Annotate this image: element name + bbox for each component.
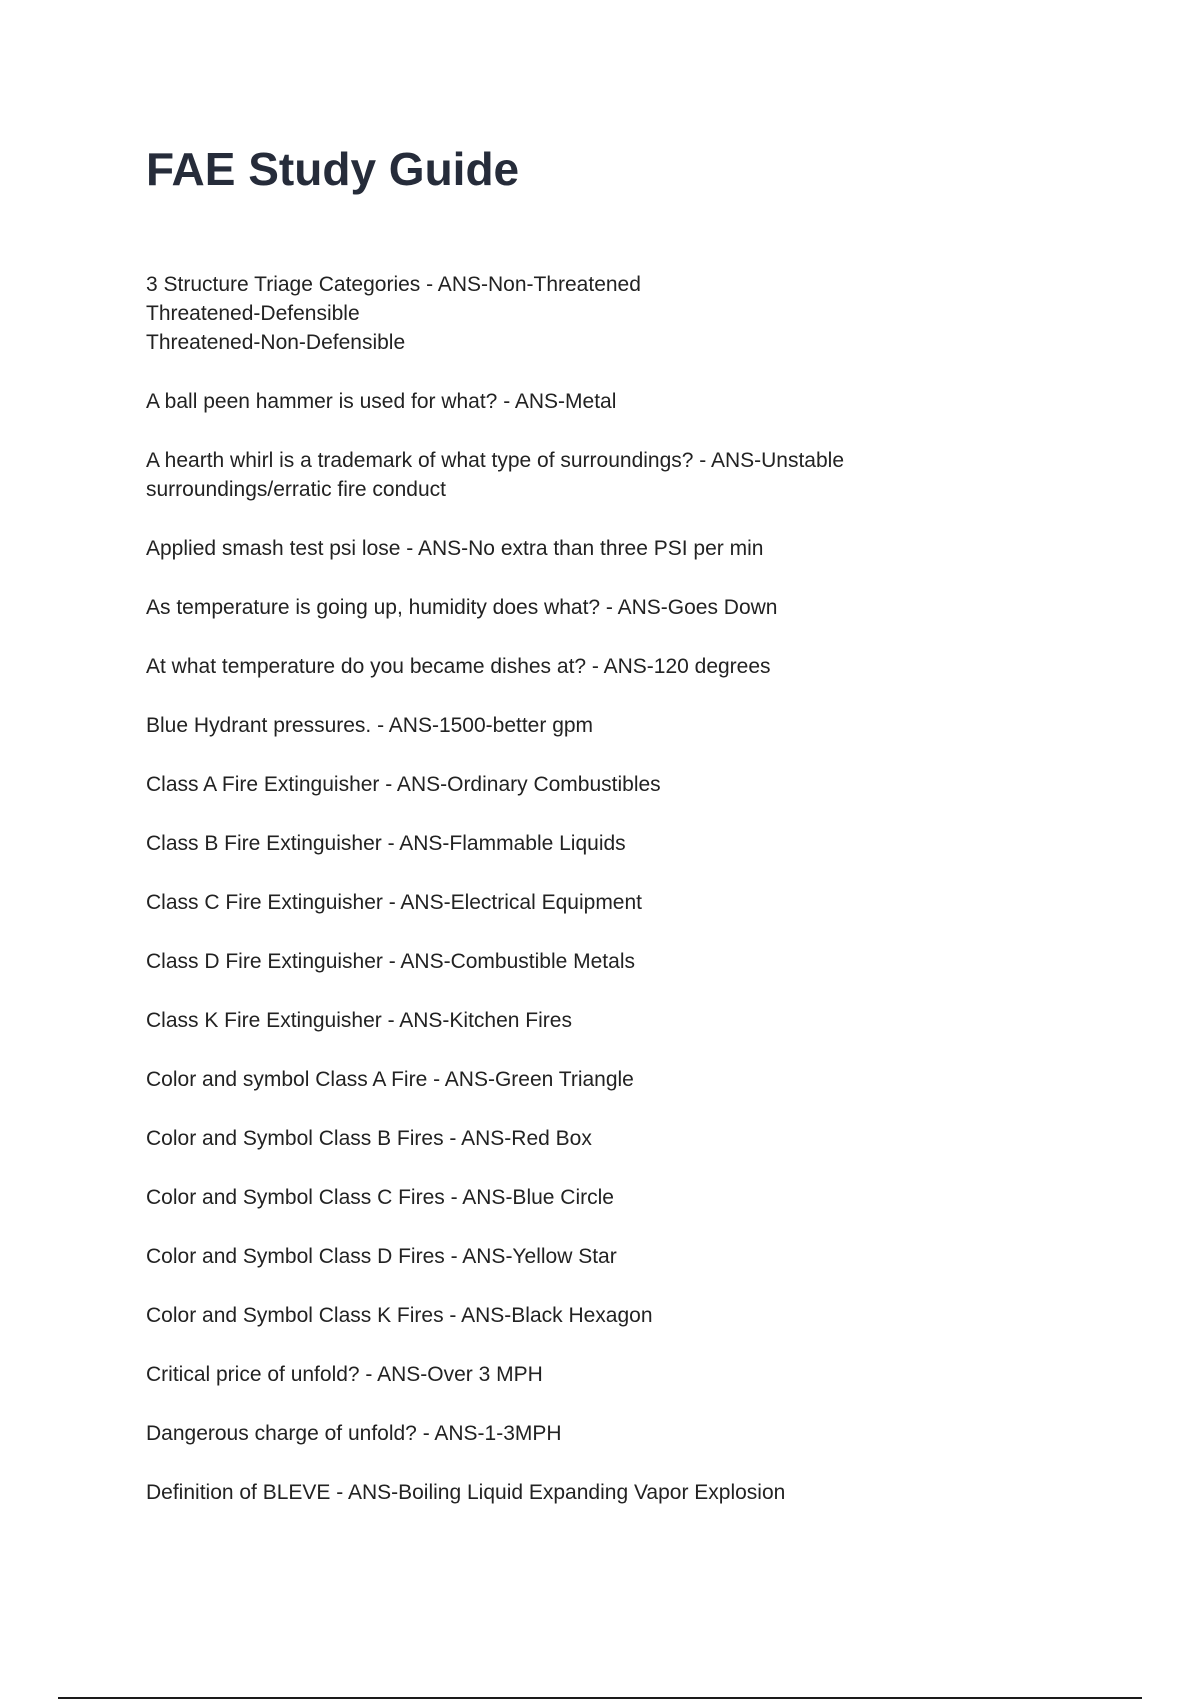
qa-item [146, 1242, 1046, 1271]
qa-item [146, 711, 1046, 740]
qa-line: Definition of BLEVE - ANS-Boiling Liquid Expanding Vapor Explosion [146, 1481, 786, 1504]
qa-item [146, 947, 1046, 976]
qa-line: Color and Symbol Class C Fires - ANS-Blue Circle [146, 1186, 614, 1209]
qa-item [146, 1065, 1046, 1094]
qa-item [146, 1478, 1046, 1507]
qa-line: surroundings/erratic fire conduct [146, 478, 446, 501]
qa-line: Critical price of unfold? - ANS-Over 3 MPH [146, 1363, 543, 1386]
qa-line: Threatened-Non-Defensible [146, 331, 406, 354]
qa-item [146, 593, 1046, 622]
qa-line: As temperature is going up, humidity does what? - ANS-Goes Down [146, 596, 778, 619]
qa-line: Class D Fire Extinguisher - ANS-Combustible Metals [146, 950, 635, 973]
qa-item [146, 534, 1046, 563]
qa-line: A hearth whirl is a trademark of what type of surroundings? - ANS-Unstable [146, 449, 845, 472]
qa-line: Applied smash test psi lose - ANS-No extra than three PSI per min [146, 537, 764, 560]
qa-line: Color and Symbol Class B Fires - ANS-Red Box [146, 1127, 592, 1150]
qa-line: Class K Fire Extinguisher - ANS-Kitchen Fires [146, 1009, 572, 1032]
qa-item [146, 446, 1046, 504]
qa-line: Color and symbol Class A Fire - ANS-Green Triangle [146, 1068, 634, 1091]
qa-item [146, 270, 1046, 357]
qa-line: Class C Fire Extinguisher - ANS-Electrical Equipment [146, 891, 643, 914]
qa-item [146, 387, 1046, 416]
qa-item [146, 888, 1046, 917]
qa-item [146, 652, 1046, 681]
page-title: FAE Study Guide [146, 143, 520, 195]
qa-line: Dangerous charge of unfold? - ANS-1-3MPH [146, 1422, 562, 1445]
qa-item [146, 1419, 1046, 1448]
qa-line: Color and Symbol Class D Fires - ANS-Yellow Star [146, 1245, 617, 1268]
qa-line: Threatened-Defensible [146, 302, 360, 325]
qa-item [146, 829, 1046, 858]
qa-item [146, 1360, 1046, 1389]
qa-line: Blue Hydrant pressures. - ANS-1500-better gpm [146, 714, 594, 737]
qa-line: 3 Structure Triage Categories - ANS-Non-Threatened [146, 273, 641, 296]
qa-line: A ball peen hammer is used for what? - ANS-Metal [146, 390, 617, 413]
qa-item [146, 1124, 1046, 1153]
qa-item [146, 770, 1046, 799]
qa-line: Color and Symbol Class K Fires - ANS-Black Hexagon [146, 1304, 653, 1327]
qa-item [146, 1006, 1046, 1035]
qa-item [146, 1183, 1046, 1212]
qa-list [146, 270, 1046, 1537]
qa-line: At what temperature do you became dishes at? - ANS-120 degrees [146, 655, 771, 678]
footer-divider [58, 1697, 1142, 1699]
qa-line: Class B Fire Extinguisher - ANS-Flammable Liquids [146, 832, 626, 855]
qa-line: Class A Fire Extinguisher - ANS-Ordinary Combustibles [146, 773, 661, 796]
qa-item [146, 1301, 1046, 1330]
